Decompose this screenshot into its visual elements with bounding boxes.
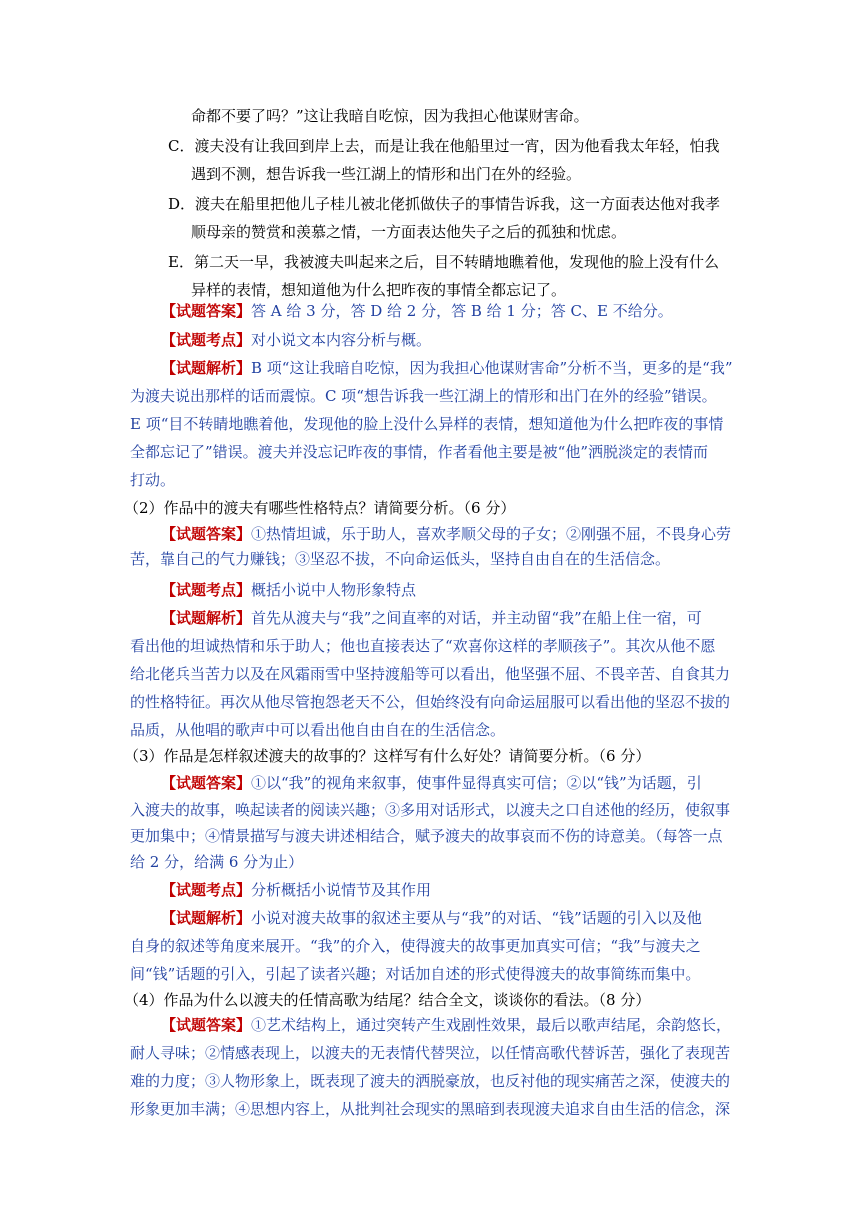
q2-answer-line2: 苦，靠自己的气力赚钱；③坚忍不拔，不向命运低头，坚持自由自在的生活信念。 — [130, 550, 671, 568]
point-tag: 【试题考点】 — [161, 581, 252, 599]
q3-answer-text1: ①以“我”的视角来叙事，使事件显得真实可信；②以“钱”为话题，引 — [251, 774, 702, 792]
q2-analysis-line1 — [161, 608, 702, 628]
q4-answer-line1 — [161, 1015, 731, 1035]
q3-analysis-text1: 小说对渡夫故事的叙述主要从与“我”的对话、“钱”话题的引入以及他 — [251, 909, 702, 927]
option-c-line1: C．渡夫没有让我回到岸上去，而是让我在他船里过一宵，因为他看我太年轻，怕我 — [168, 137, 720, 155]
q2-analysis-line4: 的性格特征。再次从他尽管抱怨老天不公，但始终没有向命运屈服可以看出他的坚忍不拔的 — [130, 693, 731, 711]
q3-analysis-line1 — [161, 908, 702, 928]
analysis-tag: 【试题解析】 — [161, 909, 252, 927]
answer-tag: 【试题答案】 — [161, 774, 252, 792]
answer-tag: 【试题答案】 — [161, 525, 252, 543]
q4-answer-text1: ①艺术结构上，通过突转产生戏剧性效果，最后以歌声结尾，余韵悠长， — [251, 1016, 732, 1034]
analysis-tag: 【试题解析】 — [161, 359, 252, 377]
q1-answer-text: 答 A 给 3 分，答 D 给 2 分，答 B 给 1 分；答 C、E 不给分。 — [251, 302, 673, 320]
q1-analysis-line4: 全都忘记了”错误。渡夫并没忘记昨夜的事情，作者看他主要是被“他”洒脱淡定的表情而 — [130, 443, 709, 461]
answer-tag: 【试题答案】 — [161, 302, 252, 320]
q3-point — [161, 880, 431, 900]
option-d-line2: 顺母亲的赞赏和羡慕之情，一方面表达他失子之后的孤独和忧虑。 — [191, 223, 627, 241]
q1-point-text: 对小说文本内容分析与概。 — [251, 331, 432, 349]
q1-analysis-line5: 打动。 — [130, 471, 176, 489]
option-b-line2: 命都不要了吗？”这让我暗自吃惊，因为我担心他谋财害命。 — [191, 107, 589, 125]
analysis-tag: 【试题解析】 — [161, 609, 252, 627]
q3-answer-line1 — [161, 773, 702, 793]
q2-point-text: 概括小说中人物形象特点 — [251, 581, 417, 599]
q4-question: （4）作品为什么以渡夫的任情高歌为结尾？结合全文，谈谈你的看法。（8 分） — [124, 991, 651, 1009]
option-c-line2: 遇到不测，想告诉我一些江湖上的情形和出门在外的经验。 — [191, 165, 582, 183]
q1-analysis-line3: E 项“目不转睛地瞧着他，发现他的脸上没什么异样的表情，想知道他为什么把昨夜的事情 — [130, 415, 724, 433]
q2-analysis-line2: 看出他的坦诚热情和乐于助人；他也直接表达了“欢喜你这样的孝顺孩子”。其次从他不愿 — [130, 637, 716, 655]
q1-analysis-line2: 为渡夫说出那样的话而震惊。C 项“想告诉我一些江湖上的情形和出门在外的经验”错误。 — [130, 387, 717, 405]
q2-point — [161, 580, 416, 600]
q2-question: （2）作品中的渡夫有哪些性格特点？请简要分析。（6 分） — [124, 499, 516, 517]
q2-analysis-line5: 品质，从他唱的歌声中可以看出他自由自在的生活信念。 — [130, 721, 506, 739]
q1-point — [161, 330, 431, 350]
option-e-line1: E．第二天一早，我被渡夫叫起来之后，目不转睛地瞧着他，发现他的脸上没有什么 — [168, 253, 719, 271]
q3-question: （3）作品是怎样叙述渡夫的故事的？这样写有什么好处？请简要分析。（6 分） — [124, 747, 651, 765]
q2-answer-text1: ①热情坦诚，乐于助人，喜欢孝顺父母的子女；②刚强不屈，不畏身心劳 — [251, 525, 732, 543]
point-tag: 【试题考点】 — [161, 881, 252, 899]
option-d-line1: D．渡夫在船里把他儿子桂儿被北佬抓做伕子的事情告诉我，这一方面表达他对我孝 — [168, 195, 721, 213]
q2-answer-line1 — [161, 524, 731, 544]
q3-analysis-line2: 自身的叙述等角度来展开。“我”的介入，使得渡夫的故事更加真实可信；“我”与渡夫之 — [130, 937, 701, 955]
q3-answer-line2: 入渡夫的故事，唤起读者的阅读兴趣；③多用对话形式，以渡夫之口自述他的经历，使叙事 — [130, 801, 731, 819]
answer-tag: 【试题答案】 — [161, 1016, 252, 1034]
point-tag: 【试题考点】 — [161, 331, 252, 349]
q4-answer-line2: 耐人寻味；②情感表现上，以渡夫的无表情代替哭泣，以任情高歌代替诉苦，强化了表现苦 — [130, 1044, 731, 1062]
q1-analysis-text1: B 项“这让我暗自吃惊，因为我担心他谋财害命”分析不当，更多的是“我” — [251, 359, 733, 377]
q3-answer-line3: 更加集中；④情景描写与渡夫讲述相结合，赋予渡夫的故事哀而不伤的诗意美。（每答一点 — [130, 827, 723, 845]
q3-analysis-line3: 间“钱”话题的引入，引起了读者兴趣；对话加自述的形式使得渡夫的故事简练而集中。 — [130, 965, 701, 983]
q3-answer-line4: 给 2 分，给满 6 分为止） — [130, 853, 304, 871]
q4-answer-line4: 形象更加丰满；④思想内容上，从批判社会现实的黑暗到表现渡夫追求自由生活的信念，深 — [130, 1100, 731, 1118]
q1-answer — [161, 301, 673, 321]
q2-analysis-text1: 首先从渡夫与“我”之间直率的对话，并主动留“我”在船上住一宿，可 — [251, 609, 702, 627]
q1-analysis-line1 — [161, 358, 732, 378]
option-e-line2: 异样的表情，想知道他为什么把昨夜的事情全都忘记了。 — [191, 281, 567, 299]
q2-analysis-line3: 给北佬兵当苦力以及在风霜雨雪中坚持渡船等可以看出，他坚强不屈、不畏辛苦、自食其力 — [130, 665, 731, 683]
q3-point-text: 分析概括小说情节及其作用 — [251, 881, 432, 899]
q4-answer-line3: 难的力度；③人物形象上，既表现了渡夫的洒脱豪放，也反衬他的现实痛苦之深，使渡夫的 — [130, 1072, 731, 1090]
